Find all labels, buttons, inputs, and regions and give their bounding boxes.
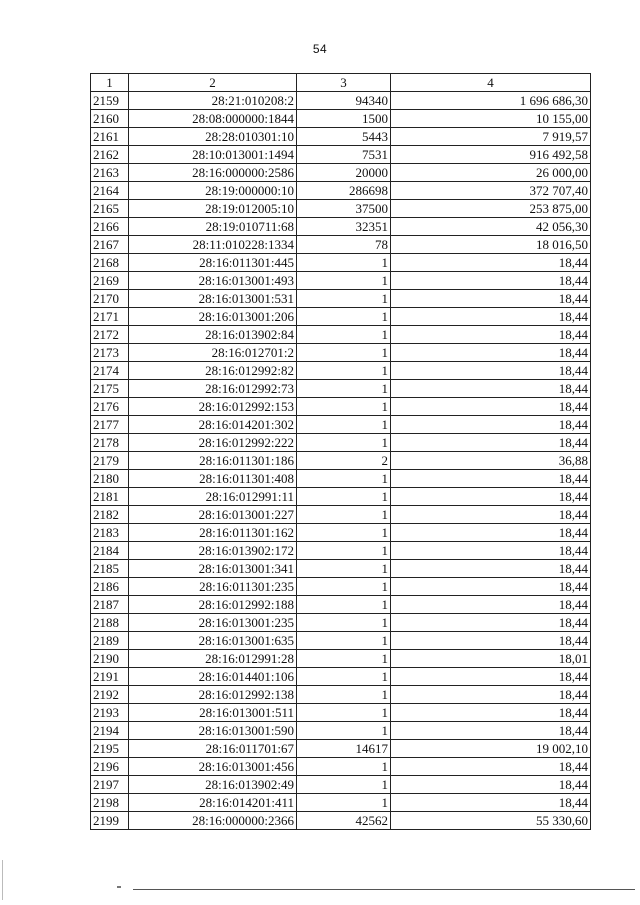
- table-row: [91, 722, 591, 740]
- table-row: [91, 578, 591, 596]
- amount-cell: 18,44: [391, 794, 591, 812]
- cadastral-number-cell: 28:19:010711:68: [129, 218, 297, 236]
- quantity-cell: 2: [297, 452, 391, 470]
- table-row: [91, 452, 591, 470]
- quantity-cell: 20000: [297, 164, 391, 182]
- cadastral-number-cell: 28:11:010228:1334: [129, 236, 297, 254]
- table-header: [91, 74, 591, 92]
- table-row: [91, 632, 591, 650]
- amount-cell: 10 155,00: [391, 110, 591, 128]
- quantity-cell: 1: [297, 362, 391, 380]
- cadastral-number-cell: 28:28:010301:10: [129, 128, 297, 146]
- amount-cell: 18,44: [391, 290, 591, 308]
- row-number-cell: 2177: [91, 416, 129, 434]
- amount-cell: 18,44: [391, 704, 591, 722]
- amount-cell: 18,44: [391, 506, 591, 524]
- row-number-cell: 2168: [91, 254, 129, 272]
- amount-cell: 18,44: [391, 362, 591, 380]
- cadastral-number-cell: 28:16:013001:493: [129, 272, 297, 290]
- quantity-cell: 37500: [297, 200, 391, 218]
- cadastral-number-cell: 28:16:000000:2586: [129, 164, 297, 182]
- table-row: [91, 434, 591, 452]
- row-number-cell: 2172: [91, 326, 129, 344]
- row-number-cell: 2175: [91, 380, 129, 398]
- cadastral-number-cell: 28:16:012992:73: [129, 380, 297, 398]
- table-row: [91, 182, 591, 200]
- quantity-cell: 1: [297, 560, 391, 578]
- row-number-cell: 2181: [91, 488, 129, 506]
- quantity-cell: 1: [297, 578, 391, 596]
- amount-cell: 36,88: [391, 452, 591, 470]
- table-row: [91, 362, 591, 380]
- table-row: [91, 740, 591, 758]
- table-body: [91, 92, 591, 830]
- cadastral-number-cell: 28:16:011701:67: [129, 740, 297, 758]
- amount-cell: 18,44: [391, 686, 591, 704]
- quantity-cell: 1: [297, 506, 391, 524]
- header-row: [91, 74, 591, 92]
- table-row: [91, 506, 591, 524]
- row-number-cell: 2169: [91, 272, 129, 290]
- table-row: [91, 92, 591, 110]
- row-number-cell: 2159: [91, 92, 129, 110]
- quantity-cell: 1: [297, 524, 391, 542]
- row-number-cell: 2173: [91, 344, 129, 362]
- quantity-cell: 1: [297, 470, 391, 488]
- amount-cell: 18,44: [391, 560, 591, 578]
- table-row: [91, 416, 591, 434]
- amount-cell: 18,44: [391, 722, 591, 740]
- column-header-2: 2: [129, 74, 297, 92]
- amount-cell: 916 492,58: [391, 146, 591, 164]
- row-number-cell: 2197: [91, 776, 129, 794]
- cadastral-number-cell: 28:16:013001:511: [129, 704, 297, 722]
- row-number-cell: 2199: [91, 812, 129, 830]
- row-number-cell: 2166: [91, 218, 129, 236]
- table-row: [91, 290, 591, 308]
- quantity-cell: 1: [297, 686, 391, 704]
- cadastral-number-cell: 28:16:012992:138: [129, 686, 297, 704]
- table-row: [91, 650, 591, 668]
- row-number-cell: 2188: [91, 614, 129, 632]
- row-number-cell: 2165: [91, 200, 129, 218]
- cadastral-number-cell: 28:08:000000:1844: [129, 110, 297, 128]
- cadastral-number-cell: 28:16:011301:235: [129, 578, 297, 596]
- table-row: [91, 218, 591, 236]
- quantity-cell: 94340: [297, 92, 391, 110]
- row-number-cell: 2183: [91, 524, 129, 542]
- cadastral-number-cell: 28:16:013001:235: [129, 614, 297, 632]
- cadastral-number-cell: 28:19:012005:10: [129, 200, 297, 218]
- column-header-1: 1: [91, 74, 129, 92]
- table-row: [91, 524, 591, 542]
- cadastral-number-cell: 28:16:000000:2366: [129, 812, 297, 830]
- amount-cell: 42 056,30: [391, 218, 591, 236]
- row-number-cell: 2185: [91, 560, 129, 578]
- amount-cell: 18,44: [391, 380, 591, 398]
- table-row: [91, 686, 591, 704]
- table-row: [91, 614, 591, 632]
- cadastral-number-cell: 28:16:014201:411: [129, 794, 297, 812]
- quantity-cell: 1: [297, 650, 391, 668]
- row-number-cell: 2190: [91, 650, 129, 668]
- quantity-cell: 1: [297, 758, 391, 776]
- amount-cell: 253 875,00: [391, 200, 591, 218]
- cadastral-number-cell: 28:16:012991:11: [129, 488, 297, 506]
- row-number-cell: 2195: [91, 740, 129, 758]
- amount-cell: 372 707,40: [391, 182, 591, 200]
- cadastral-number-cell: 28:16:011301:445: [129, 254, 297, 272]
- table-row: [91, 308, 591, 326]
- quantity-cell: 1: [297, 344, 391, 362]
- table-row: [91, 110, 591, 128]
- cadastral-number-cell: 28:10:013001:1494: [129, 146, 297, 164]
- quantity-cell: 1500: [297, 110, 391, 128]
- amount-cell: 55 330,60: [391, 812, 591, 830]
- cadastral-number-cell: 28:16:012701:2: [129, 344, 297, 362]
- cadastral-number-cell: 28:16:013001:531: [129, 290, 297, 308]
- cadastral-number-cell: 28:16:013902:49: [129, 776, 297, 794]
- quantity-cell: 1: [297, 416, 391, 434]
- table-row: [91, 542, 591, 560]
- amount-cell: 18,44: [391, 596, 591, 614]
- scan-mark: [117, 886, 121, 888]
- row-number-cell: 2193: [91, 704, 129, 722]
- row-number-cell: 2176: [91, 398, 129, 416]
- quantity-cell: 1: [297, 704, 391, 722]
- amount-cell: 18,01: [391, 650, 591, 668]
- cadastral-number-cell: 28:16:013001:206: [129, 308, 297, 326]
- quantity-cell: 1: [297, 722, 391, 740]
- amount-cell: 18,44: [391, 578, 591, 596]
- quantity-cell: 1: [297, 326, 391, 344]
- footer-rule: [133, 889, 635, 890]
- cadastral-number-cell: 28:16:011301:162: [129, 524, 297, 542]
- amount-cell: 1 696 686,30: [391, 92, 591, 110]
- cadastral-number-cell: 28:19:000000:10: [129, 182, 297, 200]
- cadastral-number-cell: 28:16:014201:302: [129, 416, 297, 434]
- table-row: [91, 470, 591, 488]
- table-row: [91, 812, 591, 830]
- cadastral-number-cell: 28:16:012991:28: [129, 650, 297, 668]
- quantity-cell: 14617: [297, 740, 391, 758]
- table-row: [91, 254, 591, 272]
- amount-cell: 18,44: [391, 272, 591, 290]
- quantity-cell: 1: [297, 542, 391, 560]
- table-row: [91, 236, 591, 254]
- amount-cell: 26 000,00: [391, 164, 591, 182]
- row-number-cell: 2189: [91, 632, 129, 650]
- row-number-cell: 2170: [91, 290, 129, 308]
- row-number-cell: 2194: [91, 722, 129, 740]
- quantity-cell: 5443: [297, 128, 391, 146]
- cadastral-number-cell: 28:16:012992:222: [129, 434, 297, 452]
- amount-cell: 18,44: [391, 614, 591, 632]
- cadastral-number-cell: 28:16:012992:188: [129, 596, 297, 614]
- row-number-cell: 2162: [91, 146, 129, 164]
- data-table: [90, 73, 591, 830]
- table-row: [91, 560, 591, 578]
- quantity-cell: 7531: [297, 146, 391, 164]
- quantity-cell: 1: [297, 272, 391, 290]
- cadastral-number-cell: 28:21:010208:2: [129, 92, 297, 110]
- cadastral-number-cell: 28:16:011301:186: [129, 452, 297, 470]
- amount-cell: 18,44: [391, 668, 591, 686]
- row-number-cell: 2180: [91, 470, 129, 488]
- amount-cell: 18,44: [391, 308, 591, 326]
- amount-cell: 18,44: [391, 632, 591, 650]
- cadastral-number-cell: 28:16:014401:106: [129, 668, 297, 686]
- table-row: [91, 758, 591, 776]
- table-row: [91, 794, 591, 812]
- row-number-cell: 2167: [91, 236, 129, 254]
- scan-edge-line: [2, 860, 3, 900]
- row-number-cell: 2164: [91, 182, 129, 200]
- quantity-cell: 1: [297, 434, 391, 452]
- amount-cell: 18 016,50: [391, 236, 591, 254]
- column-header-4: 4: [391, 74, 591, 92]
- amount-cell: 19 002,10: [391, 740, 591, 758]
- cadastral-number-cell: 28:16:012992:82: [129, 362, 297, 380]
- table-row: [91, 200, 591, 218]
- cadastral-number-cell: 28:16:011301:408: [129, 470, 297, 488]
- row-number-cell: 2179: [91, 452, 129, 470]
- row-number-cell: 2192: [91, 686, 129, 704]
- row-number-cell: 2198: [91, 794, 129, 812]
- cadastral-number-cell: 28:16:012992:153: [129, 398, 297, 416]
- quantity-cell: 1: [297, 290, 391, 308]
- row-number-cell: 2161: [91, 128, 129, 146]
- quantity-cell: 1: [297, 308, 391, 326]
- cadastral-number-cell: 28:16:013001:341: [129, 560, 297, 578]
- row-number-cell: 2182: [91, 506, 129, 524]
- quantity-cell: 286698: [297, 182, 391, 200]
- quantity-cell: 1: [297, 380, 391, 398]
- table-row: [91, 380, 591, 398]
- row-number-cell: 2184: [91, 542, 129, 560]
- amount-cell: 18,44: [391, 488, 591, 506]
- row-number-cell: 2187: [91, 596, 129, 614]
- table-row: [91, 272, 591, 290]
- table-row: [91, 488, 591, 506]
- cadastral-number-cell: 28:16:013902:172: [129, 542, 297, 560]
- table-row: [91, 344, 591, 362]
- row-number-cell: 2186: [91, 578, 129, 596]
- amount-cell: 18,44: [391, 326, 591, 344]
- quantity-cell: 1: [297, 794, 391, 812]
- quantity-cell: 1: [297, 776, 391, 794]
- amount-cell: 18,44: [391, 758, 591, 776]
- amount-cell: 18,44: [391, 470, 591, 488]
- page-number: 54: [312, 42, 328, 56]
- row-number-cell: 2174: [91, 362, 129, 380]
- table-row: [91, 668, 591, 686]
- cadastral-number-cell: 28:16:013001:456: [129, 758, 297, 776]
- quantity-cell: 1: [297, 398, 391, 416]
- amount-cell: 18,44: [391, 416, 591, 434]
- table-row: [91, 398, 591, 416]
- row-number-cell: 2163: [91, 164, 129, 182]
- amount-cell: 18,44: [391, 434, 591, 452]
- amount-cell: 18,44: [391, 542, 591, 560]
- table-row: [91, 704, 591, 722]
- column-header-3: 3: [297, 74, 391, 92]
- cadastral-number-cell: 28:16:013001:590: [129, 722, 297, 740]
- quantity-cell: 1: [297, 632, 391, 650]
- amount-cell: 18,44: [391, 254, 591, 272]
- amount-cell: 18,44: [391, 398, 591, 416]
- cadastral-number-cell: 28:16:013902:84: [129, 326, 297, 344]
- amount-cell: 18,44: [391, 344, 591, 362]
- amount-cell: 18,44: [391, 776, 591, 794]
- table-row: [91, 596, 591, 614]
- row-number-cell: 2191: [91, 668, 129, 686]
- quantity-cell: 1: [297, 596, 391, 614]
- quantity-cell: 1: [297, 614, 391, 632]
- amount-cell: 18,44: [391, 524, 591, 542]
- row-number-cell: 2171: [91, 308, 129, 326]
- quantity-cell: 1: [297, 488, 391, 506]
- row-number-cell: 2196: [91, 758, 129, 776]
- table-row: [91, 326, 591, 344]
- cadastral-number-cell: 28:16:013001:635: [129, 632, 297, 650]
- quantity-cell: 78: [297, 236, 391, 254]
- table-row: [91, 128, 591, 146]
- cadastral-number-cell: 28:16:013001:227: [129, 506, 297, 524]
- table-row: [91, 776, 591, 794]
- amount-cell: 7 919,57: [391, 128, 591, 146]
- quantity-cell: 1: [297, 668, 391, 686]
- table-row: [91, 164, 591, 182]
- row-number-cell: 2178: [91, 434, 129, 452]
- row-number-cell: 2160: [91, 110, 129, 128]
- quantity-cell: 32351: [297, 218, 391, 236]
- quantity-cell: 1: [297, 254, 391, 272]
- table-row: [91, 146, 591, 164]
- quantity-cell: 42562: [297, 812, 391, 830]
